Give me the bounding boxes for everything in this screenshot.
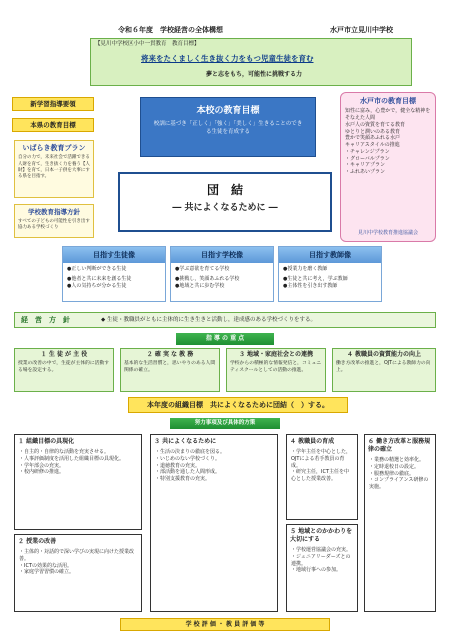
pillar-item: ●授業力を磨く教師 bbox=[283, 266, 328, 272]
action-line: ・部活動を通した人間形成。 bbox=[155, 469, 221, 476]
vision-line1: 将来をたくましく生き抜く力をもつ児童生徒を育む bbox=[141, 54, 314, 63]
ibaraki-plan-box bbox=[14, 140, 94, 198]
action-title: ３ 共によくなるために bbox=[154, 438, 217, 445]
focus-title: ４ 教職員の資質能力の向上 bbox=[346, 351, 422, 358]
mito-item: キャリアスタイルの推進 bbox=[345, 142, 400, 149]
mito-item: ・チャレンジプラン bbox=[345, 148, 390, 155]
focus-item bbox=[120, 348, 220, 392]
action-line: ・特別支援教育の充実。 bbox=[155, 476, 211, 483]
focus-title: ３ 地域・家庭社会との連携 bbox=[238, 351, 314, 358]
pillar-title: 目指す教師像 bbox=[279, 247, 381, 263]
action-line: ・学年主任を中心とした，OJTによる若手教員の育成。 bbox=[291, 449, 352, 469]
school-name: 水戸市立見川中学校 bbox=[330, 26, 393, 34]
action-line: ・研究主任，ICT主任を中心とした授業改善。 bbox=[291, 469, 350, 483]
prefecture-label: 本県の教育目標 bbox=[12, 118, 94, 132]
action-title: ６ 働き方改革と服務規律の確立 bbox=[368, 438, 431, 454]
mito-item: ・ふれあいプラン bbox=[345, 169, 386, 176]
pillar-title: 目指す生徒像 bbox=[63, 247, 165, 263]
pillar-school bbox=[170, 246, 274, 302]
action-item bbox=[14, 434, 142, 530]
action-line: ・家庭学習習慣の確立。 bbox=[19, 569, 75, 576]
pillar-item: ●学ぶ意欲を育てる学校 bbox=[175, 266, 230, 272]
page-title: 令和６年度 学校経営の全体構想 bbox=[118, 26, 223, 34]
action-line: ・定時退校日の設定。 bbox=[369, 463, 420, 470]
action-item bbox=[14, 534, 142, 612]
focus-text: 働き方改革の推進と，OJTによる教師力の向上。 bbox=[336, 361, 431, 373]
action-title: ４ 教職員の育成 bbox=[290, 438, 335, 445]
focus-text: 授業の改善の中で，生徒が主体的に活動する場を設定する。 bbox=[18, 361, 110, 373]
policy-text: ◆ 生徒・教職員がともに主体的に生き生きと活動し，達成感のある学校づくりをする。 bbox=[101, 317, 316, 323]
mito-footer: 見川中学校教育推進協議会 bbox=[357, 230, 418, 237]
mito-item: ・キャリアプラン bbox=[345, 162, 386, 169]
policy-label: 経 営 方 針 bbox=[21, 316, 70, 324]
action-line: ・主体的・対話的で深い学びの実現に向けた授業改善。 bbox=[19, 549, 135, 562]
school-policy-box bbox=[14, 204, 94, 238]
ibaraki-text: 自分の力で，未来社会で活躍できる人財を育て，生き抜く力を養う【人財】を育て，日本一子供を大事にする県を目指す。 bbox=[18, 155, 90, 179]
motto-sub: ― 共によくなるために ― bbox=[172, 203, 278, 214]
management-policy-bar bbox=[14, 312, 436, 328]
action-line: ・いじめのない学校づくり。 bbox=[155, 455, 221, 462]
pillar-item: ●地域と共に歩む学校 bbox=[175, 282, 225, 289]
focus-item bbox=[226, 348, 326, 392]
action-title: ５ 地域とのかかわりを大切にする bbox=[290, 528, 353, 544]
action-line: ・校内研修の推進。 bbox=[19, 469, 65, 476]
focus-item bbox=[14, 348, 114, 392]
goal-title: 本校の教育目標 bbox=[196, 106, 260, 116]
action-line: ・道徳教育の充実。 bbox=[155, 462, 201, 469]
action-line: ・ジュニアリーダーズとの連携。 bbox=[291, 553, 351, 567]
pillar-item: ●挑戦し，笑顔あふれる学校 bbox=[175, 275, 240, 282]
pillar-item: ●他者と共に未来を創る生徒 bbox=[67, 275, 132, 282]
action-item bbox=[286, 434, 358, 520]
action-line: ・ICTの効果的な活用。 bbox=[19, 562, 73, 569]
focus-label: 指 導 の 重 点 bbox=[176, 333, 274, 345]
vision-box bbox=[90, 38, 412, 86]
focus-text: 学校からの積極的な情報発信と，コミュニティスクールとしての活動の推進。 bbox=[230, 361, 322, 373]
pillar-item: ●主体性を引き出す教師 bbox=[283, 282, 338, 289]
action-title: ２ 授業の改善 bbox=[18, 538, 57, 545]
focus-text: 基本的な生活習慣と，思いやりのある人間関係の確立。 bbox=[124, 361, 216, 373]
mito-goal-box bbox=[340, 92, 436, 242]
policy-title: 学校教育指導方針 bbox=[28, 208, 80, 216]
mito-title: 水戸市の教育目標 bbox=[360, 97, 416, 105]
mito-item: 豊かで笑顔あふれる水戸 bbox=[345, 135, 401, 142]
action-line: ・コンプライアンス研修の実施。 bbox=[369, 477, 429, 491]
pillar-item: ●人の気持ちが分かる生徒 bbox=[67, 282, 127, 289]
pillar-item: ●正しい判断ができる生徒 bbox=[67, 266, 127, 272]
pillar-title: 目指す学校像 bbox=[171, 247, 273, 263]
action-item bbox=[150, 434, 278, 612]
pillar-teacher bbox=[278, 246, 382, 302]
action-line: ・服務規律の徹底。 bbox=[369, 470, 415, 477]
action-line: ・自主的・自律的な活動を充実させる。 bbox=[19, 449, 110, 456]
action-item bbox=[286, 524, 358, 612]
action-line: ・生活の決まりの徹底を図る。 bbox=[155, 449, 226, 456]
action-title: １ 組織目標の具現化 bbox=[18, 438, 75, 445]
org-subtitle: 努力事項及び具体的方策 bbox=[170, 418, 280, 429]
pillar-item: ●生徒と共に考え，学ぶ教師 bbox=[283, 275, 348, 282]
footer-evaluation: 学 校 評 価 ・ 教 員 評 価 等 bbox=[120, 618, 330, 631]
school-goal-box bbox=[140, 97, 316, 157]
mito-item: ・グローバルプラン bbox=[345, 155, 390, 162]
action-line: ・地域行事への参加。 bbox=[291, 567, 342, 574]
action-line: ・学校運営協議会の充実。 bbox=[291, 547, 352, 554]
mito-item: 水戸人の資質を育てる教育 bbox=[345, 121, 406, 128]
action-item bbox=[364, 434, 436, 612]
vision-subtitle: 【見川中学校区小中一貫教育 教育目標】 bbox=[95, 41, 200, 47]
pillar-student bbox=[62, 246, 166, 302]
focus-title: １ 生 徒 が 主 役 bbox=[40, 351, 88, 358]
law-label: 新学習指導要領 bbox=[12, 97, 94, 111]
action-line: ・学年部会の充実。 bbox=[19, 462, 65, 469]
goal-text: 校訓に基づき「正しく」「強く」「美しく」生きることのできる生徒を育成する bbox=[153, 121, 303, 135]
action-line: ・業務の精選と効率化。 bbox=[369, 457, 425, 464]
action-line: ・人事評価制度を活用した組織目標の具現化。 bbox=[19, 455, 125, 462]
motto-box bbox=[118, 172, 332, 232]
ibaraki-title: いばらき教育プラン bbox=[22, 144, 86, 152]
motto-title: 団 結 bbox=[206, 183, 243, 197]
mito-item: 知性に富み，心豊かで，健全な精神をそなえた人間 bbox=[345, 108, 431, 122]
org-goal: 本年度の組織目標 共によくなるために団結（ ）する。 bbox=[128, 397, 348, 413]
focus-title: ２ 確 実 な 教 務 bbox=[146, 351, 194, 358]
vision-line2: 夢と志をもち，可能性に挑戦する力 bbox=[206, 71, 303, 78]
mito-item: ゆとりと潤いのある教育 bbox=[345, 128, 401, 135]
policy-text: すべての子どもの可能性を引き出す協力ある学校づくり bbox=[18, 218, 90, 230]
focus-item bbox=[332, 348, 436, 392]
